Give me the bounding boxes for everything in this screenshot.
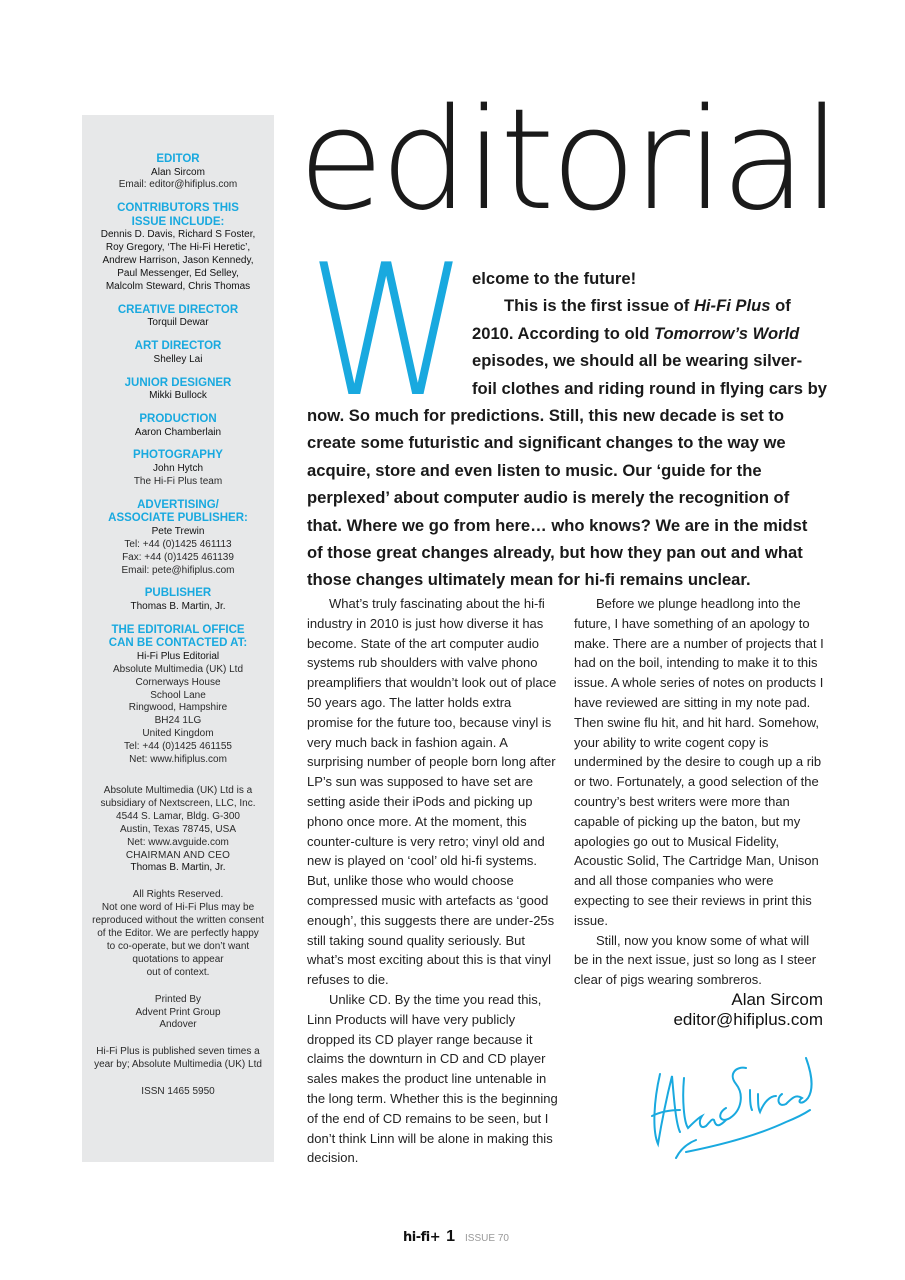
intro-line: foil clothes and riding round in flying cars by [472,378,827,398]
issn: ISSN 1465 5950 [141,1086,215,1098]
page-number: 1 [446,1228,456,1245]
company-line: 4544 S. Lamar, Bldg. G-300 [116,810,240,822]
intro-line: elcome to the future! [472,269,637,288]
editor-name: Alan Sircom [151,166,205,178]
office-address-line: Ringwood, Hampshire [128,702,228,714]
published-line: Hi-Fi Plus is published seven times a [96,1046,260,1058]
creative-director-heading: CREATIVE DIRECTOR [117,303,239,316]
page-footer [403,1228,509,1248]
rights-line: to co-operate, but we don’t want [106,940,250,952]
masthead-production [86,413,270,439]
office-address-line: School Lane [150,689,206,701]
production-heading: PRODUCTION [139,413,217,426]
publisher-name: Thomas B. Martin, Jr. [130,600,226,612]
masthead-editorial-office [86,624,270,767]
contributors-line: Dennis D. Davis, Richard S Foster, [100,229,256,241]
creative-director-name: Torquil Dewar [147,317,209,329]
office-address-line: BH24 1LG [154,715,202,727]
masthead-printed [86,994,270,1033]
masthead-junior-designer [86,377,270,403]
office-heading-2: CAN BE CONTACTED AT: [108,637,248,650]
associate-publisher-heading: ASSOCIATE PUBLISHER: [108,512,248,525]
company-line: Net: www.avguide.com [127,836,229,848]
photography-name: John Hytch [152,462,204,474]
page-title: editorial [298,79,838,242]
printed-line: Advent Print Group [135,1006,221,1018]
chairman-label: CHAIRMAN AND CEO [125,849,231,861]
office-net: Net: www.hifiplus.com [129,754,227,766]
masthead-contributors [86,202,270,294]
masthead-publisher [86,587,270,613]
body-paragraph: What’s truly fascinating about the hi-fi industry in 2010 is just how diverse it has become. State of the art computer audio systems rub shoulders with valve phono preamplifiers that wouldn’t look out of place 50 years ago. The latter holds extra promise for the future too, because vinyl is very much back in fashion again. A surprising number of people born long after LP’s sun was supposed to have set are setting aside their iPods and picking up phono once more. At the moment, this counter-culture is very retro; vinyl old and new is played on ‘cool’ old hi-fi systems. But, unlike those who would choose compressed music with artefacts as ‘good enough’, this suggests there are under-25s still taking sound quality seriously. But what’s most exciting about this is that vinyl refuses to die. [307,596,557,988]
printed-line: Printed By [154,993,202,1005]
junior-designer-heading: JUNIOR DESIGNER [124,376,232,389]
contributors-line: Andrew Harrison, Jason Kennedy, [102,255,254,267]
advertising-email: Email: pete@hifiplus.com [121,564,235,576]
drop-cap-letter: W [308,238,468,408]
intro-text: of [770,296,791,316]
intro-line [307,292,827,319]
rights-line: of the Editor. We are perfectly happy [97,928,259,940]
production-name: Aaron Chamberlain [134,426,222,438]
contributors-line: Paul Messenger, Ed Selley, [117,268,239,280]
published-line: year by; Absolute Multimedia (UK) Ltd [94,1059,262,1071]
photography-heading: PHOTOGRAPHY [133,449,223,462]
advertising-name: Pete Trewin [151,525,205,537]
art-director-heading: ART DIRECTOR [134,340,222,353]
printed-line: Andover [159,1019,197,1031]
office-address-line: Absolute Multimedia (UK) Ltd [112,663,244,675]
contributors-heading: CONTRIBUTORS THIS ISSUE INCLUDE: [117,202,239,228]
company-line: Austin, Texas 78745, USA [120,823,236,835]
rights-line: out of context. [146,966,210,978]
office-name: Hi-Fi Plus Editorial [136,650,220,662]
masthead-sidebar [82,115,274,1162]
rights-line: reproduced without the written consent [92,915,264,927]
signature-stroke [676,1110,810,1158]
company-line: subsidiary of Nextscreen, LLC, Inc. [100,797,256,809]
masthead-photography [86,449,270,488]
masthead-creative-director [86,304,270,330]
masthead-company [86,785,270,875]
rights-line: All Rights Reserved. [132,889,224,901]
art-director-name: Shelley Lai [153,353,203,365]
magazine-name: Hi-Fi Plus [693,296,771,316]
intro-line: episodes, we should all be wearing silver- [472,351,803,371]
advertising-heading: ADVERTISING/ [137,498,219,511]
masthead-advertising [86,499,270,578]
office-address-line: United Kingdom [142,728,214,740]
signature-stroke [652,1074,726,1144]
rights-line: Not one word of Hi-Fi Plus may be [101,902,255,914]
body-column-left [307,594,559,1168]
masthead-editor [86,153,270,192]
masthead-published [86,1046,270,1072]
masthead-rights [86,889,270,979]
intro-paragraph [307,265,827,594]
masthead-art-director [86,340,270,366]
signature-stroke [720,1058,811,1120]
tv-show-name: Tomorrow’s World [653,323,800,343]
company-line: Absolute Multimedia (UK) Ltd is a [103,784,253,796]
editor-email: Email: editor@hifiplus.com [118,179,238,191]
advertising-tel: Tel: +44 (0)1425 461113 [124,538,232,550]
publisher-heading: PUBLISHER [144,587,212,600]
office-tel: Tel: +44 (0)1425 461155 [124,741,232,753]
junior-designer-name: Mikki Bullock [149,390,207,402]
intro-text: 2010. According to old [472,323,654,343]
contributors-line: Roy Gregory, ‘The Hi-Fi Heretic’, [105,242,251,254]
office-heading: THE EDITORIAL OFFICE [111,623,245,636]
office-address-line: Cornerways House [135,676,221,688]
handwritten-signature [646,1040,816,1165]
body-paragraph: Before we plunge headlong into the future, I have something of an apology to make. There are a number of projects that I had on the boil, intending to make it to this issue. A whole series of notes on products I have reviewed are sitting in my note pad. Then swine flu hit, and hit hard. Somehow, your ability to write cogent copy is undermined by the desire to cough up a rib or two. Fortunately, a good selection of the country’s best writers were more than capable of picking up the baton, but my apologies go out to Musical Fidelity, Acoustic Solid, The Cartridge Man, Unison and all those companies who were expecting to see their reviews in print this issue. [574,596,824,928]
chairman-name: Thomas B. Martin, Jr. [130,862,226,874]
issue-label: ISSUE 70 [465,1233,509,1244]
body-paragraph: Still, now you know some of what will be in the next issue, just so long as I steer clear of pigs wearing sombreros. [574,932,817,988]
intro-line [307,320,827,347]
advertising-fax: Fax: +44 (0)1425 461139 [122,551,234,563]
intro-text: This is the first issue of [504,296,694,316]
contributors-line: Malcolm Steward, Chris Thomas [105,280,251,292]
body-column-right [574,594,826,1030]
rights-line: quotations to appear [132,953,224,965]
hifi-plus-logo: hi-fi+ [403,1230,441,1245]
photography-team: The Hi-Fi Plus team [133,475,223,487]
intro-rest: now. So much for predictions. Still, this new decade is set to create some futuristic and significant changes to the way we acquire, store and even listen to music. Our ‘guide for the perplexed’ about computer audio is merely the recognition of that. Where we go from here… who knows? We are in the midst of those great changes already, but how they pan out and what those changes ultimately mean for hi-fi remains unclear. [307,406,808,590]
author-name: Alan Sircom [731,989,823,1009]
body-paragraph: Unlike CD. By the time you read this, Linn Products will have very publicly dropped its CD player range because it claims the downturn in CD and CD player sales makes the product line untenable in the long term. Whether this is the beginning of the end of CD remains to be seen, but I don’t think Linn will be alone in making this decision. [307,991,558,1166]
author-email: editor@hifiplus.com [673,1009,823,1029]
editor-heading: EDITOR [156,153,200,165]
